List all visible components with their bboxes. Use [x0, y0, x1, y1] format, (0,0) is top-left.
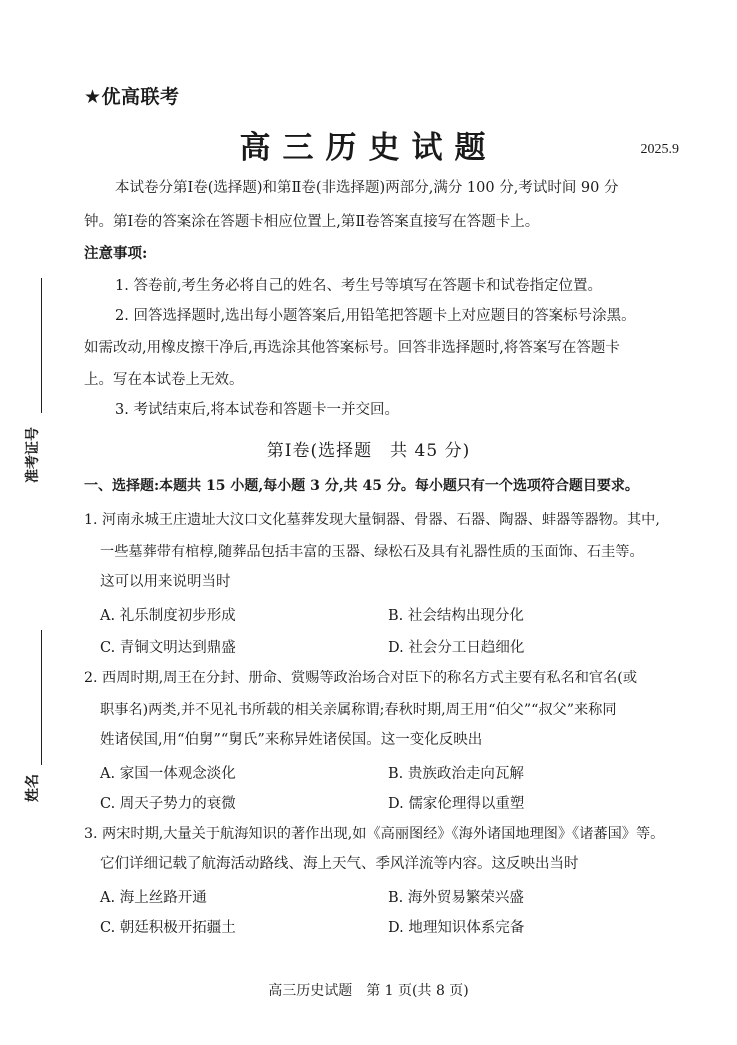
question-2-option-c: C. 周天子势力的衰微	[100, 796, 236, 812]
name-line	[41, 630, 42, 765]
question-3-line-1: 3. 两宋时期,大量关于航海知识的著作出现,如《高丽图经》《海外诸国地理图》《诸蕃国》等。	[84, 826, 665, 842]
notes-heading: 注意事项:	[84, 245, 148, 262]
page-title: 高三历史试题	[239, 130, 498, 166]
question-3-option-c: C. 朝廷积极开拓疆土	[100, 920, 236, 936]
question-1-option-b: B. 社会结构出现分化	[388, 608, 524, 624]
question-1-line-2: 一些墓葬带有棺椁,随葬品包括丰富的玉器、绿松石及具有礼器性质的玉面饰、石圭等。	[100, 544, 644, 560]
question-1-line-1: 1. 河南永城王庄遗址大汶口文化墓葬发现大量铜器、骨器、石器、陶器、蚌器等器物。其中,	[84, 512, 660, 528]
page-footer: 高三历史试题 第 1 页(共 8 页)	[268, 983, 469, 999]
intro-line-2: 钟。第Ⅰ卷的答案涂在答题卡相应位置上,第Ⅱ卷答案直接写在答题卡上。	[84, 214, 540, 230]
question-1-option-a: A. 礼乐制度初步形成	[100, 608, 236, 624]
question-2-line-1: 2. 西周时期,周王在分封、册命、赏赐等政治场合对臣下的称名方式主要有私名和官名(或	[84, 670, 638, 686]
question-3-line-2: 它们详细记载了航海活动路线、海上天气、季风洋流等内容。这反映出当时	[100, 856, 579, 872]
intro-line-1: 本试卷分第Ⅰ卷(选择题)和第Ⅱ卷(非选择题)两部分,满分 100 分,考试时间 90 分	[115, 180, 619, 196]
question-2-option-a: A. 家国一体观念淡化	[100, 766, 236, 782]
brand-label: ★优高联考	[84, 86, 180, 108]
note-3: 3. 考试结束后,将本试卷和答题卡一并交回。	[115, 402, 400, 418]
note-2-line-2: 如需改动,用橡皮擦干净后,再选涂其他答案标号。回答非选择题时,将答案写在答题卡	[84, 340, 620, 356]
name-label: 姓名	[25, 774, 41, 802]
question-1-option-c: C. 青铜文明达到鼎盛	[100, 640, 236, 656]
section-instruction: 一、选择题:本题共 15 小题,每小题 3 分,共 45 分。每小题只有一个选项符合题目要求。	[84, 478, 639, 494]
question-2-option-b: B. 贵族政治走向瓦解	[388, 766, 524, 782]
exam-date: 2025.9	[640, 142, 679, 157]
question-3-option-d: D. 地理知识体系完备	[388, 920, 525, 936]
question-1-line-3: 这可以用来说明当时	[100, 574, 231, 590]
exam-id-label: 准考证号	[25, 427, 41, 483]
exam-id-line	[41, 278, 42, 413]
note-1: 1. 答卷前,考生务必将自己的姓名、考生号等填写在答题卡和试卷指定位置。	[115, 278, 603, 294]
question-2-line-2: 职事名)两类,并不见礼书所载的相关亲属称谓;春秋时期,周王用“伯父”“叔父”来称同	[100, 702, 617, 718]
question-3-option-a: A. 海上丝路开通	[100, 890, 207, 906]
question-1-option-d: D. 社会分工日趋细化	[388, 640, 525, 656]
question-3-option-b: B. 海外贸易繁荣兴盛	[388, 890, 524, 906]
note-2-line-3: 上。写在本试卷上无效。	[84, 372, 244, 388]
section-title: 第Ⅰ卷(选择题 共 45 分)	[266, 441, 471, 461]
question-2-line-3: 姓诸侯国,用“伯舅”“舅氏”来称异姓诸侯国。这一变化反映出	[100, 732, 483, 748]
note-2-line-1: 2. 回答选择题时,选出每小题答案后,用铅笔把答题卡上对应题目的答案标号涂黑。	[115, 308, 636, 324]
question-2-option-d: D. 儒家伦理得以重塑	[388, 796, 525, 812]
